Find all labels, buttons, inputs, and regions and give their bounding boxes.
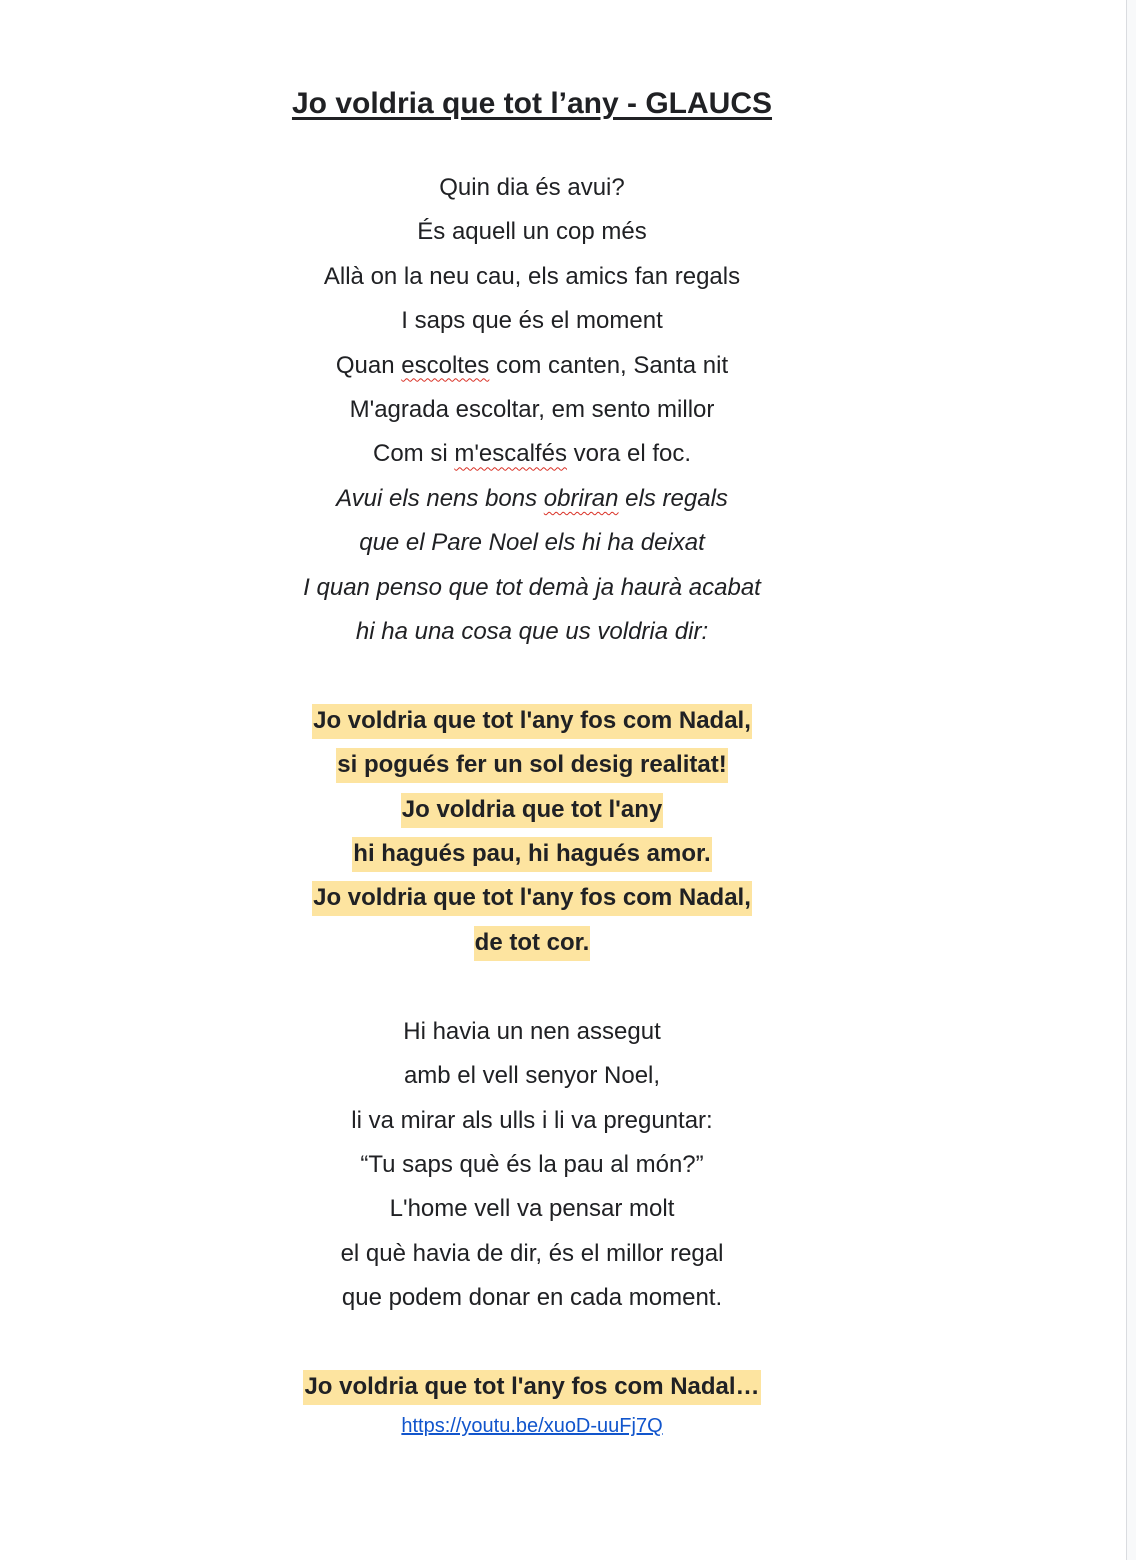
chorus-line [0, 743, 1064, 787]
highlighted-text: hi hagués pau, hi hagués amor. [352, 837, 711, 872]
document-content [0, 80, 1064, 1441]
verse-1 [0, 166, 1064, 654]
chorus-line [0, 832, 1064, 876]
verse-line: Hi havia un nen assegut [403, 1017, 661, 1045]
highlighted-text: Jo voldria que tot l'any [401, 793, 663, 828]
verse-line: M'agrada escoltar, em sento millor [349, 396, 715, 424]
verse-line: És aquell un cop més [417, 218, 647, 246]
verse-line: I quan penso que tot demà ja haurà acabat [303, 573, 761, 601]
chorus-line [0, 788, 1064, 832]
verse-line: hi ha una cosa que us voldria dir: [355, 618, 709, 646]
verse-line: amb el vell senyor Noel, [403, 1062, 661, 1090]
chorus-line [0, 876, 1064, 920]
spellcheck-flagged-word[interactable]: escoltes [401, 351, 490, 379]
text-run: vora el foc. [566, 440, 692, 468]
closing-chorus [0, 1365, 1064, 1409]
highlighted-text: Jo voldria que tot l'any fos com Nadal… [303, 1370, 760, 1405]
highlighted-text: de tot cor. [474, 926, 591, 961]
verse-line: que el Pare Noel els hi ha deixat [359, 529, 705, 557]
youtube-link[interactable]: https://youtu.be/xuoD-uuFj7Q [401, 1415, 663, 1438]
chorus-line [0, 921, 1064, 965]
spellcheck-flagged-word[interactable]: obriran [543, 484, 619, 512]
text-run: Com si [372, 440, 455, 468]
verse-line: “Tu saps què és la pau al món?” [360, 1150, 704, 1178]
verse-line: Quin dia és avui? [439, 174, 625, 201]
verse-line: Allà on la neu cau, els amics fan regals [323, 262, 741, 290]
verse-line: L'home vell va pensar molt [389, 1195, 675, 1223]
verse-line [0, 477, 1064, 521]
text-run: Quan [335, 351, 402, 379]
chorus-line [0, 1365, 1064, 1409]
text-run: com canten, Santa nit [489, 351, 729, 379]
verse-line [0, 432, 1064, 476]
verse-line: li va mirar als ulls i li va preguntar: [351, 1106, 713, 1134]
highlighted-text: Jo voldria que tot l'any fos com Nadal, [312, 704, 752, 739]
text-run: Avui els nens bons [336, 484, 544, 512]
verse-line: I saps que és el moment [401, 307, 663, 335]
page-edge [1126, 0, 1136, 1560]
verse-2 [0, 1010, 1064, 1321]
highlighted-text: si pogués fer un sol desig realitat! [336, 748, 727, 783]
highlighted-text: Jo voldria que tot l'any fos com Nadal, [312, 881, 752, 916]
chorus-line [0, 699, 1064, 743]
verse-line [0, 344, 1064, 388]
chorus [0, 699, 1064, 965]
verse-line: el què havia de dir, és el millor regal [340, 1239, 724, 1267]
song-title: Jo voldria que tot l’any - GLAUCS [291, 87, 773, 120]
verse-line: que podem donar en cada moment. [341, 1284, 723, 1312]
spellcheck-flagged-word[interactable]: m'escalfés [454, 440, 567, 468]
text-run: els regals [618, 484, 728, 512]
